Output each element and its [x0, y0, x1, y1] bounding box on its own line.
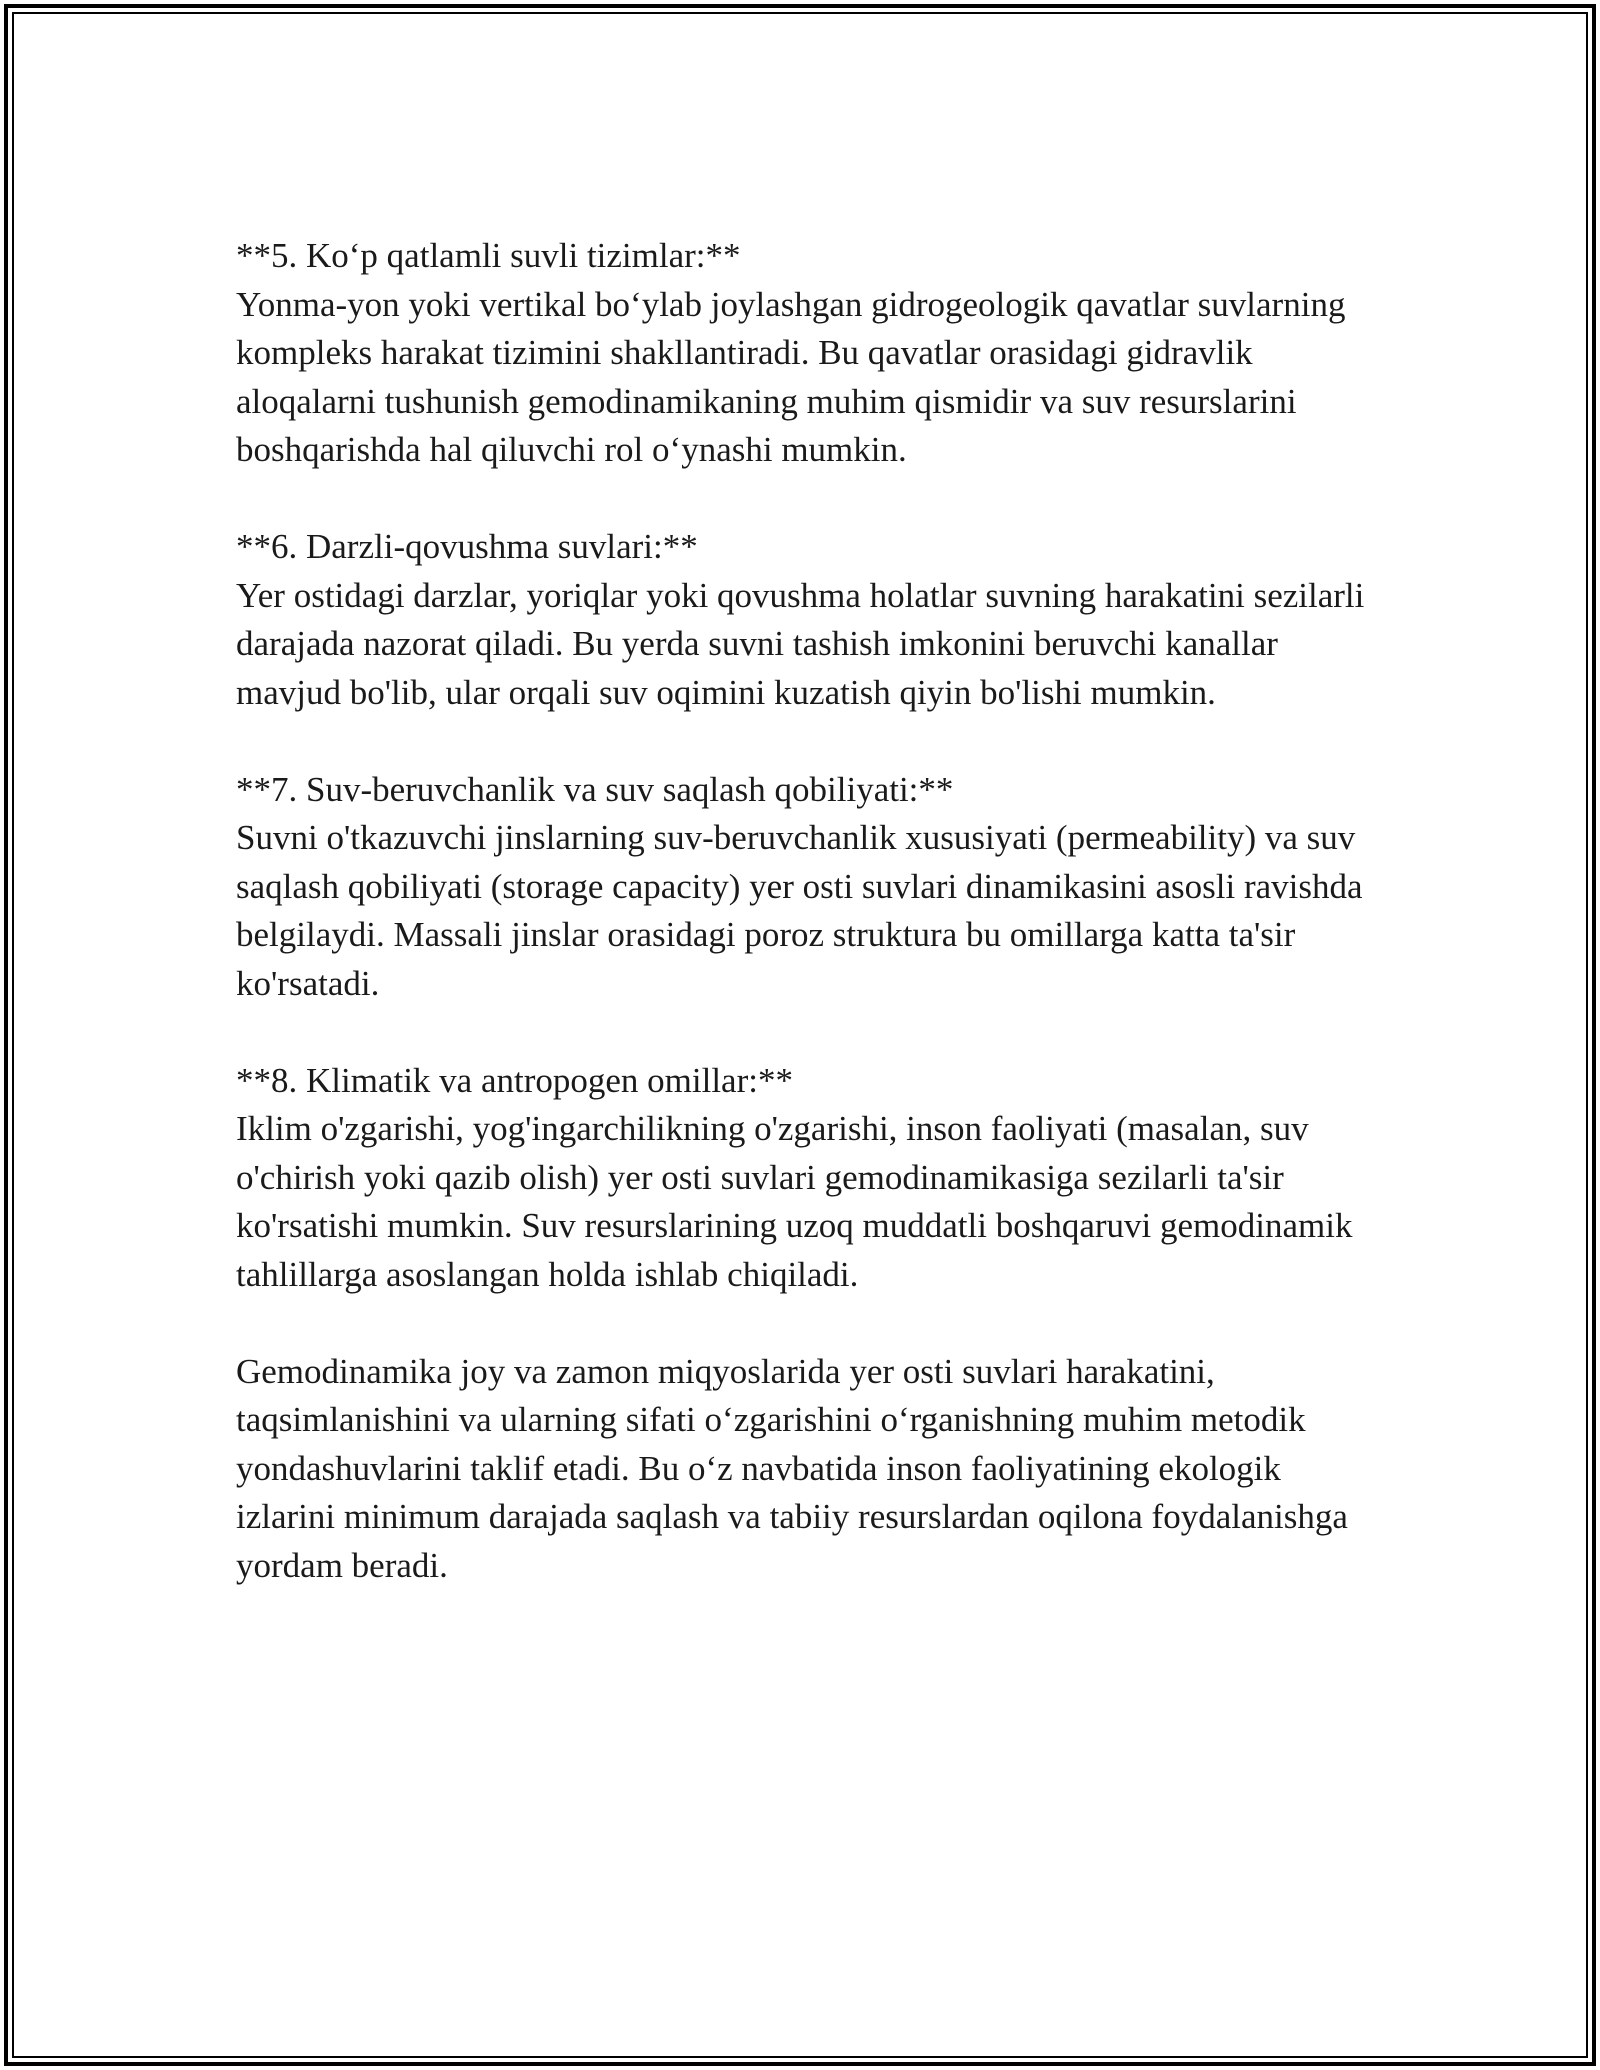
- conclusion-paragraph: Gemodinamika joy va zamon miqyoslarida yer osti suvlari harakatini, taqsimlanishini va ularning sifati o‘zgarishini o‘rganishning muhim metodik yondashuvlarini taklif etadi. Bu o‘z navbatida inson faoliyatining ekologik izlarini minimum darajada saqlash va tabiiy resurslardan oqilona foydalanishga yordam beradi.: [236, 1351, 1348, 1585]
- section-paragraph: Suvni o'tkazuvchi jinslarning suv-beruvchanlik xususiyati (permeability) va suv saqlash qobiliyati (storage capacity) yer osti suvlari dinamikasini asosli ravishda belgilaydi. Massali jinslar orasidagi poroz struktura bu omillarga katta ta'sir ko'rsatadi.: [236, 818, 1363, 1003]
- section-paragraph: Yonma-yon yoki vertikal bo‘ylab joylashgan gidrogeologik qavatlar suvlarning kompleks harakat tizimini shakllantiradi. Bu qavatlar orasidagi gidravlik aloqalarni tushunish gemodinamikaning muhim qismidir va suv resurslarini boshqarishda hal qiluvchi rol o‘ynashi mumkin.: [236, 284, 1346, 469]
- section-heading: **7. Suv-beruvchanlik va suv saqlash qobiliyati:**: [236, 769, 954, 809]
- section-5: [236, 232, 1376, 475]
- section-paragraph: Yer ostidagi darzlar, yoriqlar yoki qovushma holatlar suvning harakatini sezilarli darajada nazorat qiladi. Bu yerda suvni tashish imkonini beruvchi kanallar mavjud bo'lib, ular orqali suv oqimini kuzatish qiyin bo'lishi mumkin.: [236, 575, 1365, 712]
- section-paragraph: Iklim o'zgarishi, yog'ingarchilikning o'zgarishi, inson faoliyati (masalan, suv o'chirish yoki qazib olish) yer osti suvlari gemodinamikasiga sezilarli ta'sir ko'rsatishi mumkin. Suv resurslarining uzoq muddatli boshqaruvi gemodinamik tahlillarga asoslangan holda ishlab chiqiladi.: [236, 1109, 1353, 1294]
- section-7: [236, 766, 1376, 1009]
- document-body: [236, 232, 1376, 1590]
- section-heading: **5. Ko‘p qatlamli suvli tizimlar:**: [236, 236, 741, 275]
- section-heading: **6. Darzli-qovushma suvlari:**: [236, 527, 698, 566]
- section-6: [236, 523, 1376, 717]
- section-heading: **8. Klimatik va antropogen omillar:**: [236, 1060, 793, 1100]
- section-8: [236, 1057, 1376, 1300]
